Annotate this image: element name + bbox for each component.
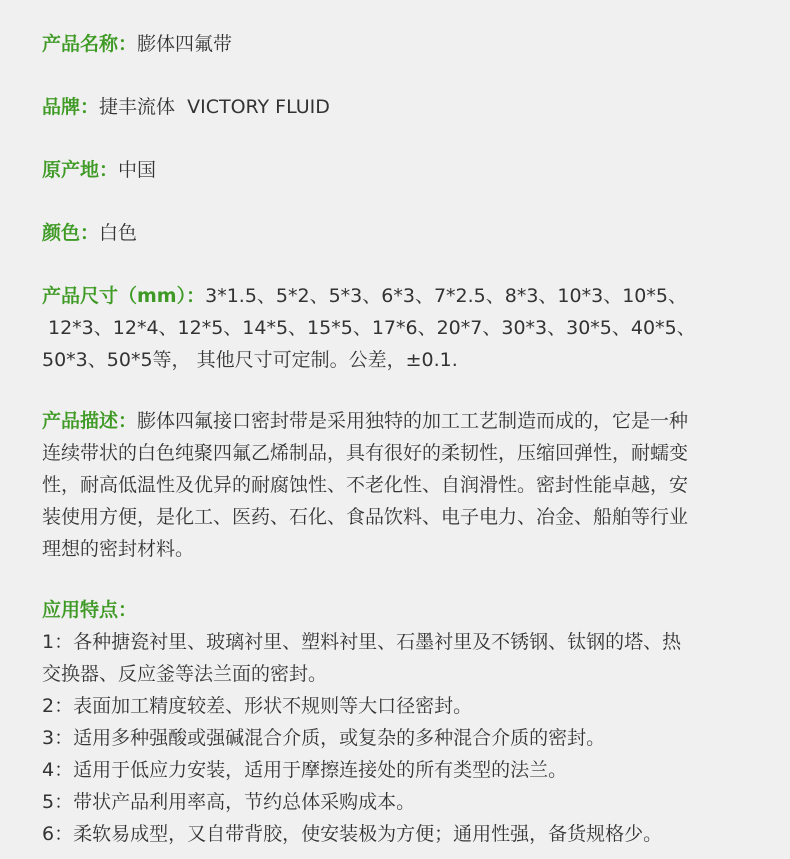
description-text-1: 膨体四氟接口密封带是采用独特的加工工艺制造而成的，它是一种 [137,410,689,432]
description-text-4: 装使用方便，是化工、医药、石化、食品饮料、电子电力、冶金、船舶等行业 [42,506,689,528]
application-item: 交换器、反应釜等法兰面的密封。 [42,663,328,685]
application-item: 6：柔软易成型，又自带背胶，使安装极为方便；通用性强，备货规格少。 [42,823,663,845]
size-label: 产品尺寸（mm）： [42,285,206,307]
product-name-row [42,28,762,60]
description-label: 产品描述： [42,410,138,432]
color-value: 白色 [99,222,138,244]
description-text-2: 连续带状的白色纯聚四氟乙烯制品，具有很好的柔韧性，压缩回弹性，耐蠕变 [42,442,689,464]
application-item: 5：带状产品利用率高，节约总体采购成本。 [42,791,416,813]
applications-section [42,594,762,850]
size-section [42,280,762,376]
description-line-1 [42,405,762,437]
application-item: 1：各种搪瓷衬里、玻璃衬里、塑料衬里、石墨衬里及不锈钢、钛钢的塔、热 [42,631,682,653]
size-values-1: 3*1.5、5*2、5*3、6*3、7*2.5、8*3、10*3、10*5、 [205,285,687,307]
brand-label: 品牌： [42,96,100,118]
origin-row [42,154,762,186]
description-text-5: 理想的密封材料。 [42,538,195,560]
application-item: 2：表面加工精度较差、形状不规则等大口径密封。 [42,695,473,717]
origin-value: 中国 [118,159,157,181]
color-label: 颜色： [42,222,100,244]
applications-label: 应用特点： [42,599,138,621]
application-item: 3：适用多种强酸或强碱混合介质，或复杂的多种混合介质的密封。 [42,727,606,749]
product-name-label: 产品名称： [42,33,138,55]
size-values-2: 12*3、12*4、12*5、14*5、15*5、17*6、20*7、30*3、30*5、40*5、 [48,317,696,339]
brand-value: 捷丰流体 VICTORY FLUID [99,96,330,118]
application-item: 4：适用于低应力安装，适用于摩擦连接处的所有类型的法兰。 [42,759,568,781]
size-values-3: 50*3、50*5等， 其他尺寸可定制。公差，±0.1. [42,349,458,371]
product-name-value: 膨体四氟带 [137,33,233,55]
description-section [42,405,762,565]
origin-label: 原产地： [42,159,119,181]
description-text-3: 性，耐高低温性及优异的耐腐蚀性、不老化性、自润滑性。密封性能卓越，安 [42,474,689,496]
color-row [42,217,762,249]
size-line-1 [42,280,762,312]
brand-row [42,91,762,123]
